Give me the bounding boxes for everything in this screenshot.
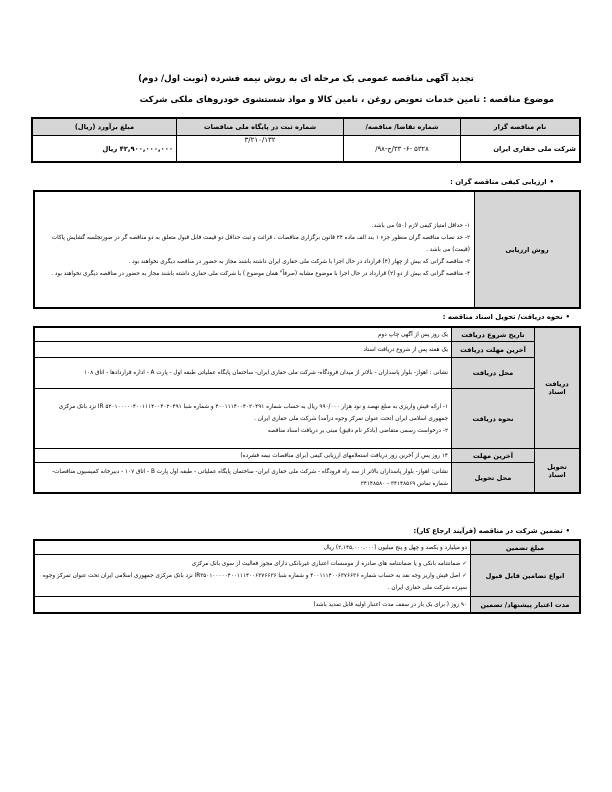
method-value bbox=[35, 389, 452, 449]
deliver-place-label: محل تحویل bbox=[452, 463, 535, 493]
guarantee-type bbox=[38, 570, 467, 594]
place-value: نشانی : اهواز- بلوار پاسداران - بالاتر از میدان فرودگاه- شرکت ملی حفاری ایران- ساختمان پایگاه عملیاتی طبقه اول - پارت A - اداره قراردادها - اتاق ۱۰۸ bbox=[35, 358, 452, 389]
start-label: تاریخ شروع دریافت bbox=[452, 328, 535, 342]
last-deadline-value: ۱۴ روز پس از آخرین روز دریافت استعلامهای ارزیابی کیفی (برای مناقصات نیمه فشرده) bbox=[35, 449, 452, 463]
evaluation-item: ۲- حد نصاب مناقصه گران منظور جزء ۱ بند الف ماده ۲۴ قانون برگزاری مناقصات ، قرائت و ثبت حداقل دو قیمت قابل قبول متعلق به دو مناقصه گر در صورتجلسه گشایش پاکات (قیمت) می باشد . bbox=[51, 234, 470, 253]
guarantee-heading bbox=[414, 527, 570, 535]
start-value: یک روز پس از آگهی چاپ دوم bbox=[35, 328, 452, 342]
guarantee-type bbox=[38, 558, 467, 570]
amount-label: مبلغ تضمین bbox=[471, 541, 580, 555]
documents-heading bbox=[443, 313, 570, 321]
types-label: انواع تضامین قابل قبول bbox=[471, 555, 580, 597]
evaluation-heading-text: • ارزیابی کیفی مناقصه گران : bbox=[450, 178, 554, 186]
registry-number-value: ۳/۲۱۰/۱۳۲ bbox=[177, 136, 344, 162]
method-label: نحوه دریافت bbox=[452, 389, 535, 449]
tender-table bbox=[32, 118, 580, 162]
subject-label: موضوع مناقصه : bbox=[482, 95, 554, 105]
deadline-value: یک هفته پس از شروع دریافت اسناد bbox=[35, 342, 452, 358]
method-step: ۲- درخواست رسمی متقاضی (بادکر نام دقیق) مبنی بر دریافت اسناد مناقصه bbox=[267, 427, 448, 434]
validity-value: ۹۰ روز ( برای یک بار در سقف مدت اعتبار اولیه قابل تمدید باشد) bbox=[35, 597, 471, 613]
col-registry-number: شماره ثبت در پایگاه ملی مناقصات bbox=[177, 119, 344, 136]
validity-label: مدت اعتبار پیشنهاد/ تضمین bbox=[471, 597, 580, 613]
last-deadline-label: آخرین مهلت bbox=[452, 449, 535, 463]
estimate-value: ۴۲,۹۰۰,۰۰۰,۰۰۰ ریال bbox=[33, 136, 177, 162]
receive-group-label: دریافت اسناد bbox=[535, 328, 580, 449]
evaluation-item: ۱- حداقل امتیاز کیفی لازم (۵۰) می باشد. bbox=[371, 222, 470, 229]
documents-heading-text: • نحوه دریافت/ تحویل اسناد مناقصه : bbox=[443, 313, 570, 321]
deadline-label: آخرین مهلت دریافت bbox=[452, 342, 535, 358]
place-label: محل دریافت bbox=[452, 358, 535, 389]
deliver-group-label: تحویل اسناد bbox=[535, 449, 580, 493]
evaluation-heading bbox=[450, 178, 554, 186]
check-icon: ✓ bbox=[460, 560, 467, 567]
method-step: ۱- ارائه فیش واریزی به مبلغ نهصد و نود هزار ۹۹۰/۰۰۰ ریال به حساب شماره ۴۰۰۱۱۱۴۰۰۴۰۲۰۴۹۱ و شماره شبا IR ۵۲۰۱۰۰۰۰۰۴۰۰۱۱۱۴۰۰۴۰۲۰۴۹۱ نزد بانک مرکزی جمهوری اسلامی ایران (تحت عنوان تمرکز وجوه درآمد) شرکت ملی حفاری ایران . bbox=[58, 403, 448, 422]
guarantee-table bbox=[34, 540, 580, 613]
amount-value: دو میلیارد و یکصد و چهل و پنج میلیون (۲,۱۴۵,۰۰۰,۰۰۰) ریال bbox=[35, 541, 471, 555]
evaluation-item: ۳- مناقصه گرانی که بیش از چهار (۴) قرارداد در حال اجرا با شرکت ملی حفاری ایران داشته باشند مجاز به حضور در مناقصه دیگری نخواهند بود . bbox=[128, 258, 470, 265]
col-organizer: نام مناقصه گزار bbox=[461, 119, 580, 136]
types-value bbox=[35, 555, 471, 597]
request-number-value: ۵۳۲۸ -۶- ۳۳/ح-۹۸/ bbox=[344, 136, 461, 162]
col-estimate: مبلغ برآورد (ریال) bbox=[33, 119, 177, 136]
evaluation-table bbox=[34, 191, 580, 308]
documents-table bbox=[34, 327, 580, 493]
evaluation-method-label: روش ارزیابی bbox=[475, 192, 580, 308]
evaluation-item: ۴- مناقصه گرانی که بیش از دو (۲) قرارداد در حال اجرا با موضوع مشابه (صرفاً" همان موضوع ) با شرکت ملی حفاری داشته باشند مجاز به حضور در مناقصه دیگری نخواهند بود . bbox=[51, 270, 470, 277]
deliver-place-value: نشانی: اهواز- بلوار پاسداران بالاتر از سه راه فرودگاه - شرکت ملی حفاری ایران- ساختمان پایگاه عملیاتی - طبقه اول پارت B - اتاق ۱۰۷ - دبیرخانه کمیسیون مناقصات- شماره تماس ۳۴۱۴۸۵۶۹ - ۳۴۱۴۸۵۸۰ bbox=[35, 463, 452, 493]
guarantee-heading-text: • تضمین شرکت در مناقصه (فرآیند ارجاع کار): bbox=[414, 527, 570, 535]
tender-subject bbox=[20, 95, 554, 105]
organizer-value: شرکت ملی حفاری ایران bbox=[461, 136, 580, 162]
guarantee-type-text: اصل فیش واریز وجه نقد به حساب شماره ۴۰۰۱۱۱۴۰۰۶۳۷۶۶۳۶ و شماره شبا IR۳۵۰۱۰۰۰۰۰۴۰۰۱۱۱۴۰۰۶۳۷۶۶۳۶ نزد بانک مرکزی جمهوری اسلامی ایران تحت عنوان تمرکز وجوه سپرده شرکت ملی حفاری ایران . bbox=[42, 572, 467, 591]
col-request-number: شماره تقاضا/ مناقصه/ bbox=[344, 119, 461, 136]
page-title: تجدید آگهی مناقصه عمومی یک مرحله ای به روش نیمه فشرده (نوبت اول/ دوم) bbox=[138, 74, 474, 84]
check-icon: ✓ bbox=[460, 572, 467, 579]
guarantee-type-text: ضمانتنامه بانکی و یا ضمانتنامه های صادره از موسسات اعتباری غیربانکی دارای مجوز فعالیت از سوی بانک مرکزی bbox=[191, 560, 461, 567]
evaluation-items bbox=[35, 192, 475, 308]
subject-text: تامین خدمات تعویض روغن ، تامین کالا و مواد شستشوی خودروهای ملکی شرکت bbox=[139, 95, 480, 105]
